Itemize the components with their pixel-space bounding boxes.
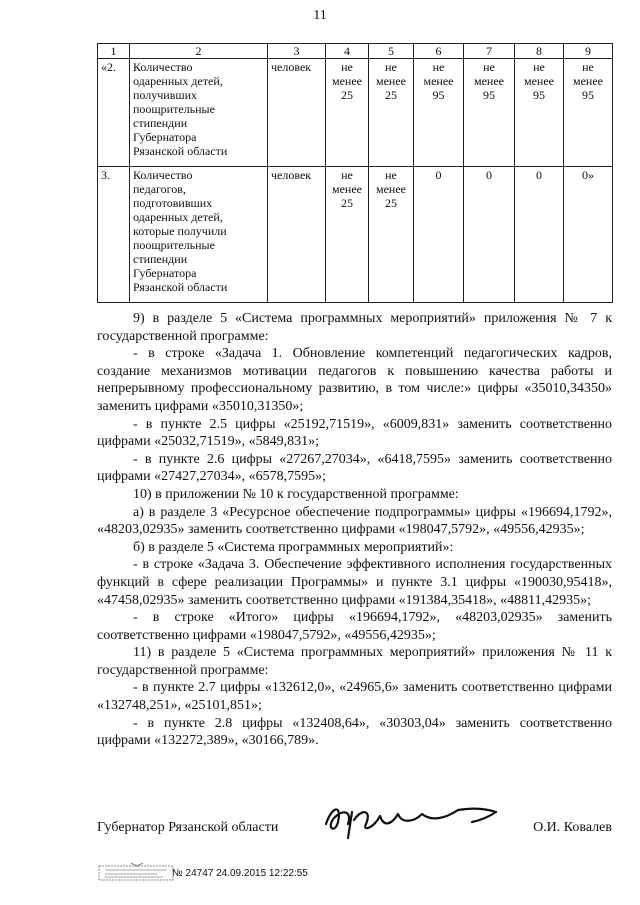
paragraph: - в пункте 2.8 цифры «132408,64», «30303,04» заменить соответственно цифрами «132272,389», «30166,789». <box>97 715 612 749</box>
paragraph: 10) в приложении № 10 к государственной программе: <box>133 486 459 502</box>
table-header-cell: 3 <box>268 44 326 59</box>
value-cell: 0» <box>564 167 613 303</box>
paragraph: - в строке «Итого» цифры «196694,1792», «48203,02935» заменить соответственно цифрами «198047,5792», «49556,42935»; <box>97 610 612 643</box>
value-cell: 0 <box>515 167 564 303</box>
handwritten-signature <box>322 798 502 842</box>
table-row <box>98 59 613 167</box>
paragraph: - в строке «Задача 3. Обеспечение эффективного исполнения государственных функций в сфере реализации Программы» и пункте 3.1 цифры «190030,95418», «47458,02935» заменить соответственно цифрами «191384,35418», «48811,42935»; <box>97 557 612 608</box>
table-row <box>98 167 613 303</box>
paragraph: 9) в разделе 5 «Система программных мероприятий» приложения № 7 к государственной программе: <box>97 311 612 344</box>
signatory-name: О.И. Ковалев <box>533 820 612 835</box>
paragraph: б) в разделе 5 «Система программных мероприятий»: <box>133 539 454 555</box>
table-header-cell: 4 <box>326 44 369 59</box>
table-header-cell: 7 <box>464 44 515 59</box>
table-header-cell: 2 <box>130 44 268 59</box>
page-number: 11 <box>313 8 327 23</box>
indicator-table <box>97 43 613 303</box>
table-header-cell: 6 <box>414 44 464 59</box>
table-header-cell: 8 <box>515 44 564 59</box>
value-cell: не менее 95 <box>564 59 613 167</box>
table-header-cell: 5 <box>369 44 414 59</box>
table-header-cell: 9 <box>564 44 613 59</box>
signature-block <box>97 820 612 850</box>
value-cell: не менее 95 <box>414 59 464 167</box>
signatory-title: Губернатор Рязанской области <box>97 820 279 835</box>
registration-stamp-icon <box>97 862 177 884</box>
row-number: 3. <box>98 167 130 303</box>
value-cell: не менее 95 <box>464 59 515 167</box>
value-cell: не менее 25 <box>326 167 369 303</box>
paragraph: - в пункте 2.5 цифры «25192,71519», «6009,831» заменить соответственно цифрами «25032,71519», «5849,831»; <box>97 416 612 450</box>
value-cell: не менее 25 <box>326 59 369 167</box>
value-cell: не менее 25 <box>369 59 414 167</box>
paragraph: - в пункте 2.7 цифры «132612,0», «24965,6» заменить соответственно цифрами «132748,251», «25101,851»; <box>97 680 612 714</box>
value-cell: 0 <box>464 167 515 303</box>
table-header-row <box>98 44 613 59</box>
value-cell: не менее 25 <box>369 167 414 303</box>
indicator-name: Количество педагогов, подготовивших одаренных детей, которые получили поощрительные стипендии Губернатора Рязанской области <box>130 167 268 303</box>
paragraph: 11) в разделе 5 «Система программных мероприятий» приложения № 11 к государственной программе: <box>97 645 612 678</box>
row-number: «2. <box>98 59 130 167</box>
unit-cell: человек <box>268 59 326 167</box>
paragraph: - в пункте 2.6 цифры «27267,27034», «6418,7595» заменить соответственно цифрами «27427,27034», «6578,7595»; <box>97 451 612 485</box>
value-cell: не менее 95 <box>515 59 564 167</box>
paragraph: а) в разделе 3 «Ресурсное обеспечение подпрограммы» цифры «196694,1792», «48203,02935» заменить соответственно цифрами «198047,5792», «49556,42935»; <box>97 504 612 538</box>
value-cell: 0 <box>414 167 464 303</box>
document-registration-id: № 24747 24.09.2015 12:22:55 <box>172 868 308 879</box>
unit-cell: человек <box>268 167 326 303</box>
paragraph: - в строке «Задача 1. Обновление компетенций педагогических кадров, создание механизмов мотивации педагогов к повышению качества работы и непрерывному профессиональному развитию, в том числе:» цифры «35010,34350» заменить цифрами «35010,31350»; <box>97 346 612 414</box>
indicator-name: Количество одаренных детей, получивших поощрительные стипендии Губернатора Рязанской области <box>130 59 268 167</box>
amendments-text <box>97 310 612 750</box>
table-header-cell: 1 <box>98 44 130 59</box>
